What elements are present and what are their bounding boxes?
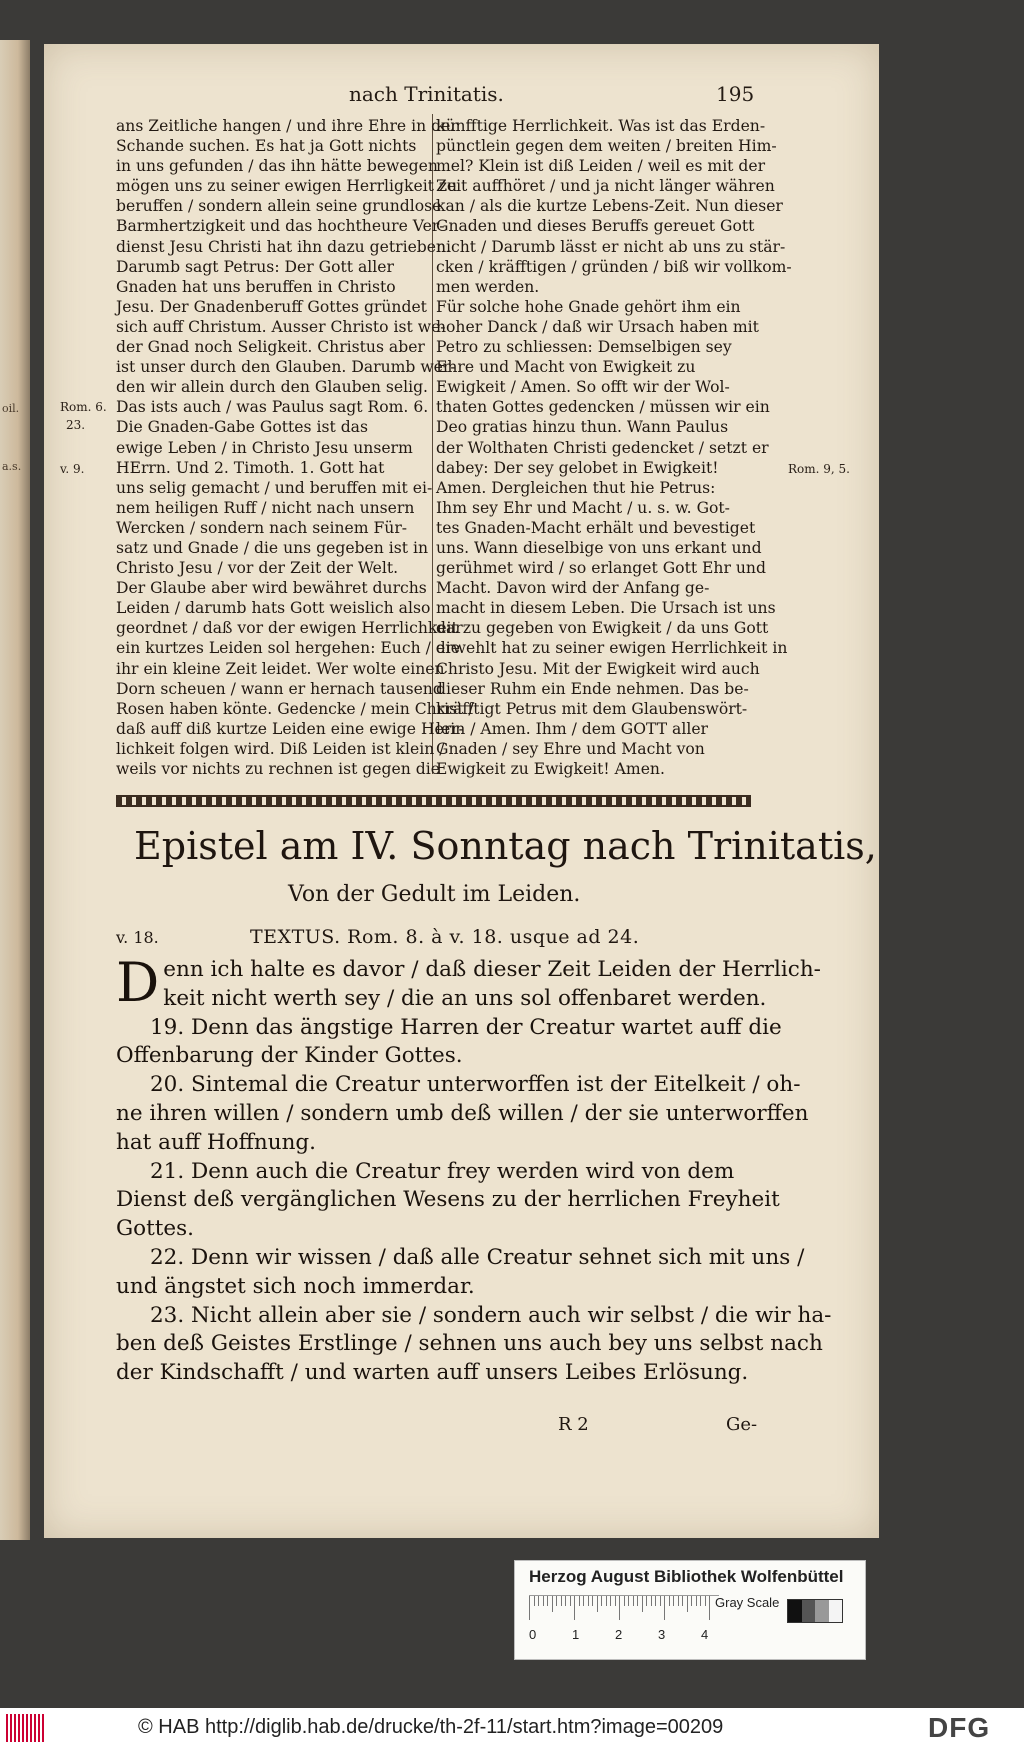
ruler-tick — [565, 1596, 566, 1606]
text-line: beruffen / sondern allein seine grundlose — [116, 197, 442, 216]
text-line: dieser Ruhm ein Ende nehmen. Das be- — [436, 679, 749, 698]
adjacent-page-edge — [0, 40, 30, 1540]
margin-note-rom9: Rom. 9, 5. — [788, 462, 850, 476]
text-line: ans Zeitliche hangen / und ihre Ehre in der — [116, 117, 458, 135]
textus-heading: TEXTUS. Rom. 8. à v. 18. usque ad 24. — [250, 926, 640, 948]
left-text-column — [116, 116, 474, 779]
text-line: Macht. Davon wird der Anfang ge- — [436, 579, 710, 598]
right-text-column — [436, 116, 804, 779]
ruler-label: 2 — [615, 1627, 623, 1642]
ruler-tick — [610, 1596, 611, 1606]
gray-swatch — [788, 1600, 802, 1622]
ruler-tick — [678, 1596, 679, 1606]
text-line: und ängstet sich noch immerdar. — [116, 1273, 475, 1299]
text-line: keit nicht werth sey / die an uns sol offenbaret werden. — [163, 985, 767, 1011]
ruler-tick — [543, 1596, 544, 1606]
gray-swatch — [829, 1600, 843, 1622]
text-line: Leiden / darumb hats Gott weislich also — [116, 599, 431, 618]
text-line: Gnaden hat uns beruffen in Christo — [116, 277, 396, 296]
text-line: 23. Nicht allein aber sie / sondern auch wir selbst / die wir ha- — [150, 1302, 832, 1328]
text-line: erwehlt hat zu seiner ewigen Herrlichkeit in — [436, 639, 788, 658]
ruler-tick — [696, 1596, 697, 1606]
epistel-text — [116, 951, 832, 1388]
gray-scale-swatch — [787, 1599, 843, 1623]
text-line: men werden. — [436, 277, 540, 296]
ruler-tick — [538, 1596, 539, 1606]
ruler-tick — [601, 1596, 602, 1606]
verse-lines — [116, 951, 832, 1388]
text-line: Ewigkeit zu Ewigkeit! Amen. — [436, 760, 665, 778]
ornamental-border — [116, 795, 751, 807]
ruler-tick — [705, 1596, 706, 1606]
text-line: Barmhertzigkeit und das hochtheure Ver- — [116, 217, 445, 236]
text-line: 20. Sintemal die Creatur unterworffen ist der Eitelkeit / oh- — [150, 1072, 801, 1098]
credit-link[interactable]: © HAB http://diglib.hab.de/drucke/th-2f-11/start.htm?image=00209 — [138, 1716, 724, 1738]
ruler-tick — [561, 1596, 562, 1606]
text-line: Zeit auffhöret / und ja nicht länger währen — [436, 177, 775, 196]
ruler-tick — [655, 1596, 656, 1606]
ruler-tick — [637, 1596, 638, 1606]
text-line: darzu gegeben von Ewigkeit / da uns Gott — [436, 619, 769, 638]
text-line: ben deß Geistes Erstlinge / sehnen uns auch bey uns selbst nach — [116, 1331, 823, 1357]
text-line: Jesu. Der Gnadenberuff Gottes gründet — [116, 297, 427, 316]
ruler-tick — [628, 1596, 629, 1606]
page-number: 195 — [716, 82, 755, 106]
library-name: Herzog August Bibliothek Wolfenbüttel — [529, 1567, 844, 1586]
ruler-tick — [646, 1596, 647, 1606]
margin-note-verse: 23. — [66, 418, 86, 432]
dfg-logo: DFG — [928, 1712, 991, 1743]
text-line: uns. Wann dieselbige von uns erkant und — [436, 538, 762, 557]
text-line: macht in diesem Leben. Die Ursach ist uns — [436, 599, 776, 618]
ruler-tick — [664, 1596, 665, 1620]
gray-swatch — [815, 1600, 829, 1622]
measurement-ruler — [529, 1595, 719, 1622]
bottom-credit-bar — [0, 1708, 1024, 1747]
text-line: kan / als die kurtze Lebens-Zeit. Nun dieser — [436, 197, 783, 216]
text-line: hat auff Hoffnung. — [116, 1129, 317, 1155]
ruler-label: 4 — [701, 1627, 709, 1642]
text-line: Ihm sey Ehr und Macht / u. s. w. Got- — [436, 498, 730, 517]
text-line: ein kurtzes Leiden sol hergehen: Euch / die — [116, 639, 460, 658]
catchword: Ge- — [726, 1414, 758, 1435]
text-line: nem heiligen Ruff / nicht nach unsern — [116, 498, 415, 517]
text-line: Für solche hohe Gnade gehört ihm ein — [436, 297, 741, 316]
gray-swatch — [802, 1600, 816, 1622]
ruler-tick — [687, 1596, 688, 1612]
text-line: ewige Leben / in Christo Jesu unserm — [116, 438, 413, 457]
text-line: ne ihren willen / sondern umb deß willen / der sie unterworffen — [116, 1100, 809, 1126]
text-line: Petro zu schliessen: Demselbigen sey — [436, 338, 732, 357]
gray-scale-label: Gray Scale — [715, 1595, 780, 1610]
text-line: mel? Klein ist diß Leiden / weil es mit der — [436, 157, 766, 176]
ruler-tick — [606, 1596, 607, 1606]
text-line: Rosen haben könte. Gedencke / mein Christ / — [116, 699, 474, 718]
ruler-tick — [583, 1596, 584, 1606]
text-line: lein / Amen. Ihm / dem GOTT aller — [436, 719, 708, 738]
text-line: satz und Gnade / die uns gegeben ist in — [116, 538, 429, 557]
text-line: Deo gratias hinzu thun. Wann Paulus — [436, 418, 729, 437]
ruler-label: 0 — [529, 1627, 537, 1642]
hab-logo-icon — [6, 1714, 46, 1742]
ruler-tick — [660, 1596, 661, 1606]
ruler-tick — [669, 1596, 670, 1606]
ruler-tick — [579, 1596, 580, 1606]
ruler-tick — [615, 1596, 616, 1606]
text-line: enn ich halte es davor / daß dieser Zeit Leiden der Herrlich- — [163, 957, 821, 982]
text-line: Christo Jesu / vor der Zeit der Welt. — [116, 559, 399, 578]
text-line: ist unser durch den Glauben. Darumb wer- — [116, 358, 456, 377]
ruler-tick — [682, 1596, 683, 1606]
library-color-card — [514, 1560, 866, 1660]
text-line: weils vor nichts zu rechnen ist gegen die — [116, 760, 440, 778]
text-line: den wir allein durch den Glauben selig. — [116, 378, 429, 397]
text-line: Gottes. — [116, 1216, 194, 1242]
text-line: 19. Denn das ängstige Harren der Creatur wartet auff die — [150, 1014, 782, 1040]
ruler-tick — [547, 1596, 548, 1606]
text-line: Offenbarung der Kinder Gottes. — [116, 1043, 463, 1069]
text-line: Schande suchen. Es hat ja Gott nichts — [116, 137, 417, 156]
text-line: Ewigkeit / Amen. So offt wir der Wol- — [436, 378, 730, 397]
text-line: dabey: Der sey gelobet in Ewigkeit! — [436, 458, 719, 477]
ruler-tick — [592, 1596, 593, 1606]
ruler-tick — [529, 1596, 530, 1620]
book-page — [44, 44, 879, 1538]
text-line: thaten Gottes gedencken / müssen wir ein — [436, 398, 770, 417]
ruler-tick — [673, 1596, 674, 1606]
ruler-tick — [691, 1596, 692, 1606]
ruler-tick — [642, 1596, 643, 1612]
text-line: daß auff diß kurtze Leiden eine ewige Herr- — [116, 719, 464, 738]
text-line: Ehre und Macht von Ewigkeit zu — [436, 358, 696, 377]
text-line: pünctlein gegen dem weiten / breiten Him- — [436, 137, 777, 156]
ruler-tick — [597, 1596, 598, 1612]
ruler-tick — [624, 1596, 625, 1606]
text-line: Amen. Dergleichen thut hie Petrus: — [436, 478, 716, 497]
text-line: Darumb sagt Petrus: Der Gott aller — [116, 257, 394, 276]
verse-reference: v. 18. — [116, 928, 159, 947]
text-line: dienst Jesu Christi hat ihn dazu getrieben. — [116, 237, 452, 256]
ruler-label: 3 — [658, 1627, 666, 1642]
ruler-tick — [709, 1596, 710, 1620]
text-line: Wercken / sondern nach seinem Für- — [116, 518, 408, 537]
signature-mark: R 2 — [558, 1414, 589, 1435]
text-line: Gnaden / sey Ehre und Macht von — [436, 739, 705, 758]
text-line: Gnaden und dieses Beruffs gereuet Gott — [436, 217, 755, 236]
ruler-tick — [619, 1596, 620, 1620]
ruler-label: 1 — [572, 1627, 580, 1642]
text-line: Der Glaube aber wird bewähret durchs — [116, 579, 427, 598]
ruler-tick — [574, 1596, 575, 1620]
margin-note-v9: v. 9. — [60, 462, 85, 476]
edge-fragment: a.s. — [2, 460, 22, 473]
ruler-tick — [556, 1596, 557, 1606]
drop-cap: D — [116, 951, 160, 1014]
edge-fragment: oil. — [2, 402, 20, 415]
text-line: sich auff Christum. Ausser Christo ist we- — [116, 317, 446, 336]
text-line: Christo Jesu. Mit der Ewigkeit wird auch — [436, 659, 760, 678]
text-line: Dorn scheuen / wann er hernach tausend — [116, 679, 443, 698]
text-line: geordnet / daß vor der ewigen Herrlichkeit — [116, 619, 458, 638]
epistel-title: Epistel am IV. Sonntag nach Trinitatis, — [134, 824, 877, 868]
text-line: nicht / Darumb lässt er nicht ab uns zu stär- — [436, 237, 786, 256]
text-line: der Wolthaten Christi gedencket / setzt er — [436, 438, 769, 457]
ruler-tick — [534, 1596, 535, 1606]
margin-note-rom6: Rom. 6. — [60, 400, 107, 414]
text-line: Die Gnaden-Gabe Gottes ist das — [116, 418, 368, 437]
text-line: lichkeit folgen wird. Diß Leiden ist klein / — [116, 739, 445, 758]
ruler-tick — [552, 1596, 553, 1612]
text-line: gerühmet wird / so erlanget Gott Ehr und — [436, 559, 766, 578]
text-line: 21. Denn auch die Creatur frey werden wird von dem — [150, 1158, 735, 1184]
text-line: kräfftigt Petrus mit dem Glaubenswört- — [436, 699, 748, 718]
ruler-tick — [588, 1596, 589, 1606]
text-line: uns selig gemacht / und beruffen mit ei- — [116, 478, 433, 497]
ruler-tick — [700, 1596, 701, 1606]
text-line: ihr ein kleine Zeit leidet. Wer wolte einen — [116, 659, 445, 678]
ruler-tick — [633, 1596, 634, 1606]
running-header: nach Trinitatis. — [349, 82, 504, 106]
text-line: Dienst deß vergänglichen Wesens zu der herrlichen Freyheit — [116, 1187, 780, 1213]
text-line: in uns gefunden / das ihn hätte bewegen — [116, 157, 438, 176]
text-line: mögen uns zu seiner ewigen Herrligkeit zu — [116, 177, 458, 196]
text-line: cken / kräfftigen / gründen / biß wir vollkom- — [436, 257, 792, 276]
text-line: tes Gnaden-Macht erhält und bevestiget — [436, 518, 756, 537]
text-line: der Kindschafft / und warten auff unsers Leibes Erlösung. — [116, 1360, 749, 1386]
text-line: der Gnad noch Seligkeit. Christus aber — [116, 338, 425, 357]
text-line: künfftige Herrlichkeit. Was ist das Erden- — [436, 117, 766, 135]
ruler-tick — [570, 1596, 571, 1606]
text-line: HErrn. Und 2. Timoth. 1. Gott hat — [116, 458, 385, 477]
text-line: Das ists auch / was Paulus sagt Rom. 6. — [116, 398, 429, 417]
epistel-subtitle: Von der Gedult im Leiden. — [288, 882, 581, 907]
text-line: 22. Denn wir wissen / daß alle Creatur sehnet sich mit uns / — [150, 1244, 805, 1270]
ruler-tick — [651, 1596, 652, 1606]
text-line: hoher Danck / daß wir Ursach haben mit — [436, 317, 759, 336]
